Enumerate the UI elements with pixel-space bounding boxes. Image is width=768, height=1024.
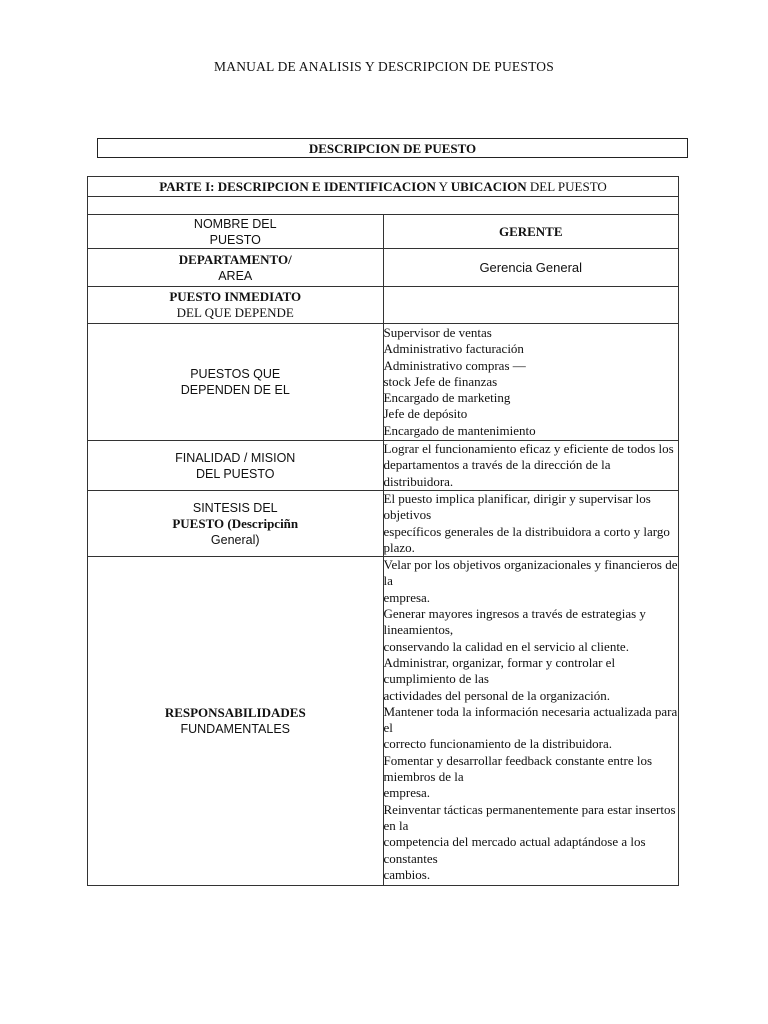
sintesis-label <box>88 490 384 556</box>
responsabilidad-line: Fomentar y desarrollar feedback constante entre los miembros de la <box>383 752 653 785</box>
dependent-position-item: Jefe de depósito <box>383 406 468 422</box>
finalidad-label <box>88 441 384 491</box>
puestos-dependen-row <box>88 324 679 441</box>
puestos-dependen-label-line2: DEPENDEN DE EL <box>180 383 290 398</box>
responsabilidad-line: empresa. <box>383 589 431 605</box>
responsabilidad-line: conservando la calidad en el servicio al cliente. <box>383 638 629 654</box>
departamento-value: Gerencia General <box>383 249 679 287</box>
dependent-position-item: Supervisor de ventas <box>383 325 492 340</box>
puesto-inmediato-label-line2: DEL QUE DEPENDE <box>176 305 294 320</box>
responsabilidad-line: Generar mayores ingresos a través de estrategias y lineamientos, <box>383 606 646 638</box>
responsabilidad-line: competencia del mercado actual adaptándose a los constantes <box>383 834 646 866</box>
nombre-label-line1: NOMBRE DEL <box>193 216 277 231</box>
responsabilidad-line: Mantener toda la información necesaria actualizada para el <box>383 703 678 736</box>
empty-row <box>88 197 679 215</box>
puesto-inmediato-value <box>383 287 679 324</box>
puestos-dependen-list <box>383 324 679 441</box>
dependent-position-item: Encargado de marketing <box>383 390 511 406</box>
puesto-inmediato-label-bold: PUESTO INMEDIATO <box>169 289 302 304</box>
responsabilidad-line: Velar por los objetivos organizacionales y financieros de la <box>383 557 678 589</box>
finalidad-line: Lograr el funcionamiento eficaz y eficiente de todos los <box>383 441 674 457</box>
empty-cell <box>88 197 679 215</box>
responsabilidades-value <box>383 557 679 886</box>
departamento-label <box>88 249 384 287</box>
sintesis-value <box>383 490 679 556</box>
puestos-dependen-label <box>88 324 384 441</box>
sintesis-row <box>88 490 679 556</box>
dependent-position-item: Administrativo compras — <box>383 357 526 373</box>
document-header-title: MANUAL DE ANALISIS Y DESCRIPCION DE PUESTOS <box>214 59 554 74</box>
nombre-label <box>88 215 384 249</box>
nombre-value: GERENTE <box>383 215 679 249</box>
dependent-position-item: Administrativo facturación <box>383 341 524 357</box>
puesto-inmediato-row <box>88 287 679 324</box>
dependent-position-item: stock Jefe de finanzas <box>383 373 498 389</box>
sintesis-line: El puesto implica planificar, dirigir y supervisar los objetivos <box>383 490 651 523</box>
finalidad-label-line1: FINALIDAD / MISION <box>175 450 296 465</box>
section-title-box: DESCRIPCION DE PUESTO <box>97 138 688 158</box>
finalidad-row <box>88 441 679 491</box>
responsabilidad-line: actividades del personal de la organización. <box>383 687 610 703</box>
sintesis-label-line3: General) <box>210 532 260 547</box>
responsabilidades-row <box>88 557 679 886</box>
puestos-dependen-label-line1: PUESTOS QUE <box>190 367 281 382</box>
responsabilidad-line: Administrar, organizar, formar y controlar el cumplimiento de las <box>383 654 616 687</box>
finalidad-value <box>383 441 679 491</box>
parte-1-header <box>88 177 679 197</box>
responsabilidades-label <box>88 557 384 886</box>
puesto-inmediato-label <box>88 287 384 324</box>
parte-1-title-y: Y <box>435 178 451 194</box>
responsabilidades-label-line2: FUNDAMENTALES <box>180 722 290 737</box>
parte-1-title-bold: PARTE I: DESCRIPCION E IDENTIFICACION <box>159 178 436 194</box>
departamento-label-line2: AREA <box>218 268 253 283</box>
job-description-table <box>87 176 679 886</box>
responsabilidad-line: empresa. <box>383 785 431 801</box>
sintesis-label-bold: PUESTO (Descripciñn <box>172 515 299 531</box>
departamento-label-bold: DEPARTAMENTO/ <box>178 251 292 267</box>
sintesis-label-line1: SINTESIS DEL <box>192 500 278 515</box>
departamento-row <box>88 249 679 287</box>
dependent-position-item: Encargado de mantenimiento <box>383 422 536 438</box>
sintesis-line: específicos generales de la distribuidora a corto y largo plazo. <box>383 523 670 555</box>
responsabilidades-label-bold: RESPONSABILIDADES <box>164 705 306 721</box>
nombre-label-line2: PUESTO <box>209 232 261 247</box>
parte-1-title-tail: DEL PUESTO <box>526 178 607 194</box>
finalidad-line: departamentos a través de la dirección de la distribuidora. <box>383 457 611 489</box>
responsabilidad-line: cambios. <box>383 866 431 882</box>
responsabilidad-line: Reinventar tácticas permanentemente para estar insertos en la <box>383 801 676 833</box>
parte-1-title-ubicacion: UBICACION <box>450 178 527 194</box>
nombre-row <box>88 215 679 249</box>
responsabilidad-line: correcto funcionamiento de la distribuidora. <box>383 736 613 752</box>
finalidad-label-line2: DEL PUESTO <box>196 466 275 481</box>
parte-1-header-row <box>88 177 679 197</box>
